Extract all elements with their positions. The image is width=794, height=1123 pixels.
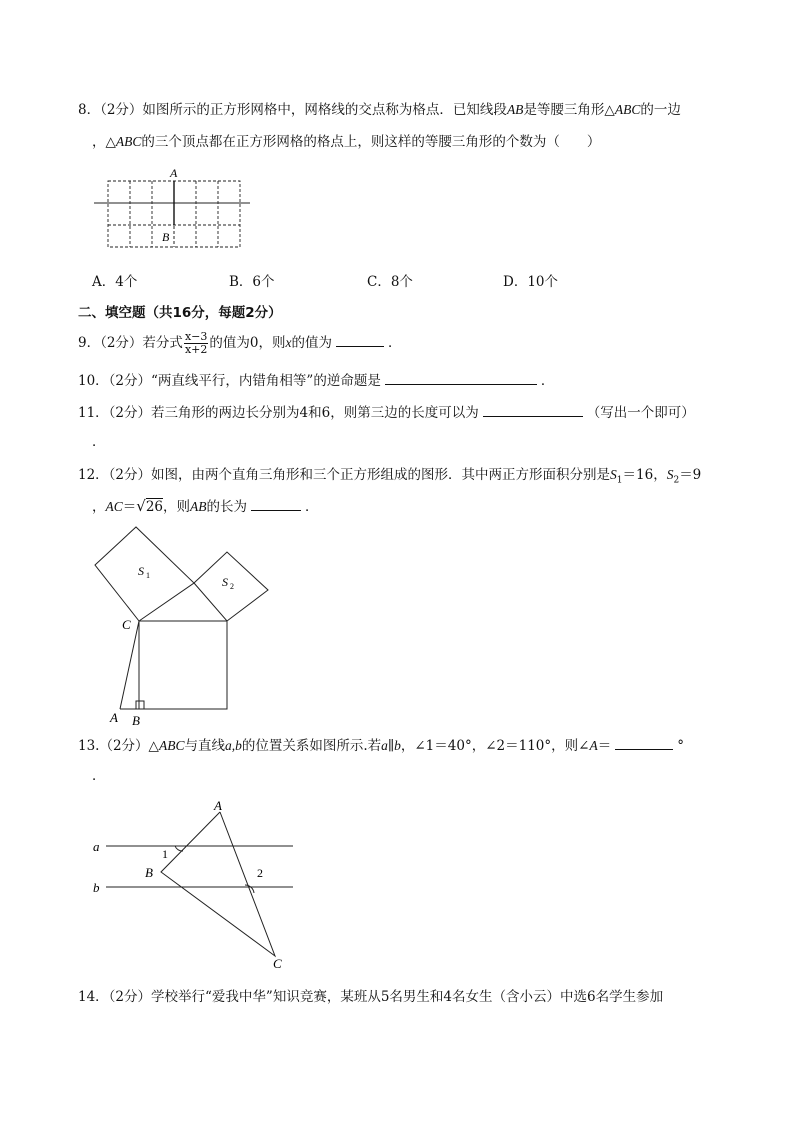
- q12-line2: [92, 497, 734, 516]
- q12-s2-val: ＝9: [679, 467, 702, 483]
- q9-pre: 9．（2分）若分式: [78, 335, 183, 351]
- q8-option-d[interactable]: D．10个: [503, 274, 559, 290]
- q9-numerator: x−3: [184, 330, 208, 343]
- q10-period: ．: [540, 373, 555, 389]
- q14-line: 14．（2分）学校举行“爱我中华”知识竞赛，某班从5名男生和4名女生（含小云）中选6名学生参加: [78, 989, 664, 1005]
- q12-line1: [78, 466, 734, 490]
- q11-line2: [92, 433, 734, 451]
- q12-fig-c: C: [122, 617, 131, 632]
- q13-deg: °: [677, 738, 684, 754]
- q12-eq: ＝: [122, 499, 137, 515]
- q12-pre: 12．（2分）如图，由两个直角三角形和三个正方形组成的图形．其中两正方形面积分别是: [78, 467, 611, 483]
- q8-line2-post: 的三个顶点都在正方形网格的格点上，则这样的等腰三角形的个数为（ ）: [141, 134, 601, 150]
- q8-grid-figure: [88, 163, 258, 249]
- q12-line2-post: 的长为: [206, 499, 248, 515]
- q13-fig-angle-1: 1: [162, 847, 168, 861]
- q8-option-a[interactable]: A．4个: [92, 274, 138, 290]
- q8-label-b: B: [162, 230, 170, 244]
- q13-mid4: ＝: [597, 738, 612, 754]
- q12-ab: AB: [190, 499, 207, 514]
- q8-abc: ABC: [614, 102, 641, 117]
- q12-s2-sub: 2: [673, 475, 680, 486]
- q9-line: [78, 331, 734, 356]
- q8-line2-pre: ，△: [92, 134, 116, 150]
- q13-fig-line-b: b: [93, 880, 100, 895]
- q12-radicand: 26: [145, 499, 164, 515]
- q8-abc-2: ABC: [115, 134, 142, 149]
- q12-sqrt-sign: √: [136, 497, 146, 515]
- q8-ab: AB: [506, 102, 524, 117]
- q13-ab: a,b: [224, 738, 242, 753]
- q9-mid: 的值为0，则: [209, 335, 286, 351]
- q12-fig-s2-sub: 2: [230, 582, 234, 591]
- q8-line1: [78, 101, 734, 119]
- q8-line2: [92, 133, 734, 151]
- q9-x: x: [285, 335, 292, 350]
- q13-line1: [78, 737, 734, 755]
- q8-label-a: A: [170, 166, 178, 180]
- q12-fig-s1: S: [138, 564, 144, 578]
- q11-pre: 11．（2分）若三角形的两边长分别为4和6，则第三边的长度可以为: [78, 405, 479, 421]
- q13-fig-line-a: a: [93, 839, 100, 854]
- q13-fig-a: A: [214, 798, 222, 813]
- q12-fig-s2: S: [222, 575, 228, 589]
- q8-text-pre: 8．（2分）如图所示的正方形网格中，网格线的交点称为格点．已知线段: [78, 102, 507, 118]
- q12-s1-sub: 1: [616, 475, 623, 486]
- q13-fig-angle-2: 2: [257, 866, 263, 880]
- q8-option-b[interactable]: B．6个: [229, 274, 275, 290]
- q13-mid3: ，∠1＝40°，∠2＝110°，则∠: [400, 738, 590, 754]
- q13-mid2: 的位置关系如图所示.若: [241, 738, 382, 754]
- q12-fig-a: A: [110, 710, 118, 725]
- q13-line2: [92, 767, 734, 785]
- q12-s1-val: ＝16，: [622, 467, 667, 483]
- q8-option-c[interactable]: C．8个: [367, 274, 413, 290]
- q13-fig-c: C: [273, 956, 282, 971]
- q13-period: ．: [92, 768, 106, 784]
- q13-pre: 13.（2分）△: [78, 738, 159, 754]
- q11-answer-blank[interactable]: [483, 404, 583, 417]
- q13-abc: ABC: [158, 738, 185, 753]
- q12-s2: S: [666, 467, 674, 482]
- q13-parallel-figure: [88, 796, 303, 972]
- q9-period: ．: [387, 335, 402, 351]
- q11-period: ．: [92, 434, 106, 450]
- q12-fig-s1-sub: 1: [146, 571, 150, 580]
- q12-line2-mid: ，则: [163, 499, 191, 515]
- q9-answer-blank[interactable]: [336, 334, 384, 347]
- q10-answer-blank[interactable]: [385, 372, 537, 385]
- q13-answer-blank[interactable]: [615, 737, 673, 750]
- q12-squares-figure: [90, 522, 280, 728]
- q12-line2-pre: ，: [92, 499, 106, 515]
- q13-par: a∥b: [381, 738, 401, 753]
- q13-angle-a: A: [589, 738, 598, 753]
- q9-fraction: [184, 331, 208, 356]
- q8-text-post: 的一边: [640, 102, 681, 118]
- q13-fig-b-point: B: [145, 865, 153, 880]
- q12-period: ．: [305, 499, 319, 515]
- q10-line: [78, 372, 734, 390]
- q9-post: 的值为: [291, 335, 332, 351]
- q10-pre: 10．（2分）“两直线平行，内错角相等”的逆命题是: [78, 373, 381, 389]
- q11-post: （写出一个即可）: [586, 405, 695, 421]
- q13-mid1: 与直线: [184, 738, 225, 754]
- q12-ac: AC: [105, 499, 123, 514]
- q12-answer-blank[interactable]: [251, 498, 301, 511]
- q12-s1: S: [610, 467, 617, 482]
- q12-fig-b: B: [132, 713, 140, 728]
- q9-denominator: x+2: [184, 343, 208, 356]
- section-heading: 二、填空题（共16分，每题2分）: [78, 305, 282, 321]
- q11-line1: [78, 404, 734, 422]
- q8-text-mid: 是等腰三角形△: [523, 102, 615, 118]
